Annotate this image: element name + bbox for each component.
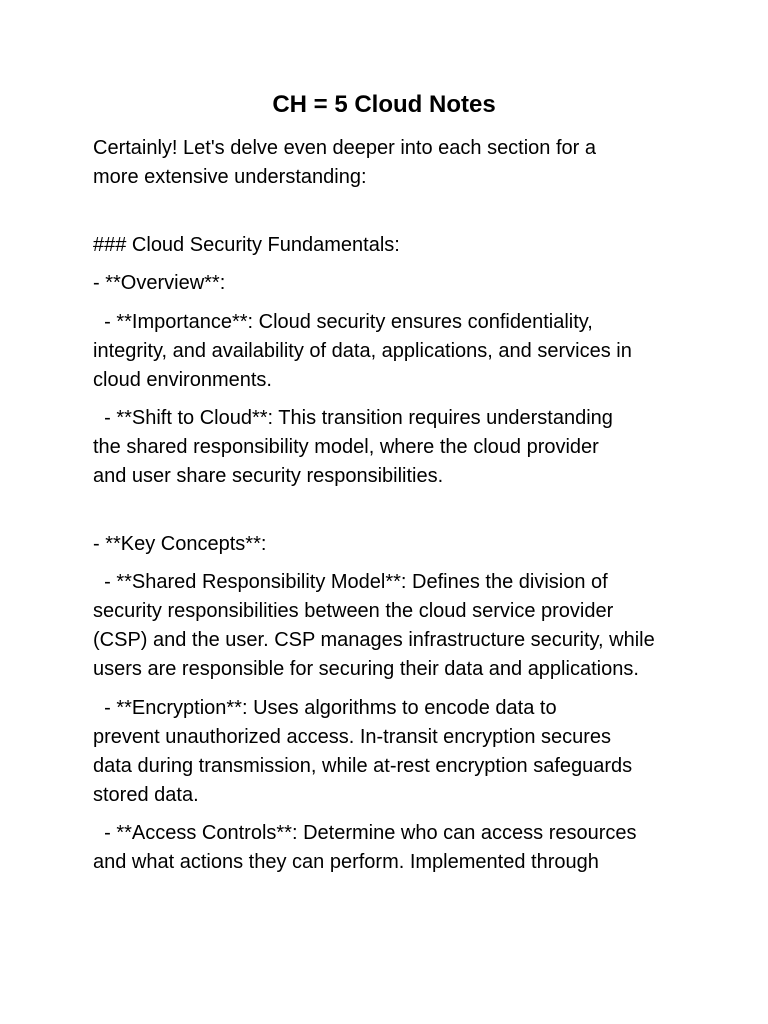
- paragraph-shift-to-cloud: [93, 404, 683, 491]
- text-line: integrity, and availability of data, applications, and services in: [93, 339, 632, 362]
- document-body: [93, 134, 683, 887]
- page-title: CH = 5 Cloud Notes: [272, 91, 496, 118]
- text-line: data during transmission, while at-rest encryption safeguards: [93, 754, 633, 777]
- text-line: - **Shift to Cloud**: This transition requires understanding: [93, 407, 613, 429]
- text-line: users are responsible for securing their data and applications.: [93, 658, 639, 680]
- text-line: - **Importance**: Cloud security ensures confidentiality,: [93, 310, 593, 333]
- text-line: Certainly! Let's delve even deeper into each section for a: [93, 137, 597, 159]
- text-line: ### Cloud Security Fundamentals:: [93, 233, 400, 256]
- text-line: cloud environments.: [93, 368, 272, 391]
- text-line: more extensive understanding:: [93, 166, 367, 188]
- text-line: and what actions they can perform. Implemented through: [93, 851, 599, 873]
- text-line: prevent unauthorized access. In-transit encryption secures: [93, 725, 612, 748]
- text-line: - **Encryption**: Uses algorithms to encode data to: [93, 696, 557, 719]
- text-line: security responsibilities between the cloud service provider: [93, 600, 614, 622]
- paragraph-intro: [93, 134, 683, 192]
- text-line: - **Shared Responsibility Model**: Defines the division of: [93, 571, 608, 593]
- text-line: - **Access Controls**: Determine who can access resources: [93, 822, 637, 844]
- text-line: (CSP) and the user. CSP manages infrastructure security, while: [93, 629, 655, 651]
- paragraph-overview: [93, 269, 683, 298]
- paragraph-section-heading: [93, 231, 683, 260]
- text-line: - **Overview**:: [93, 272, 226, 294]
- paragraph-key-concepts: [93, 530, 683, 559]
- paragraph-encryption: [93, 694, 683, 810]
- text-line: - **Key Concepts**:: [93, 532, 267, 555]
- blank-line: [93, 501, 683, 530]
- paragraph-importance: [93, 308, 683, 395]
- paragraph-access-controls: [93, 819, 683, 877]
- text-line: the shared responsibility model, where the cloud provider: [93, 436, 599, 458]
- paragraph-shared-responsibility: [93, 568, 683, 684]
- blank-line: [93, 202, 683, 231]
- text-line: stored data.: [93, 783, 199, 806]
- text-line: and user share security responsibilities.: [93, 465, 444, 487]
